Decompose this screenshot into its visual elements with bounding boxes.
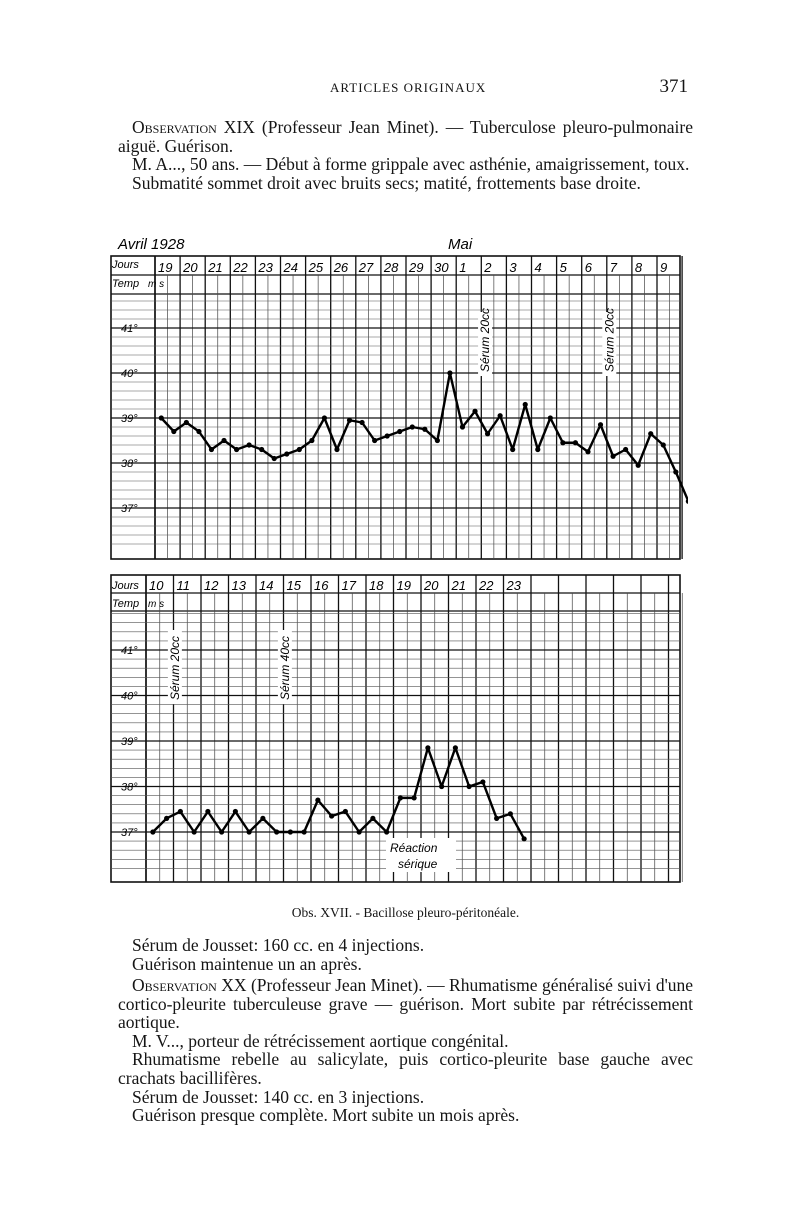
c1-temp-point	[297, 447, 302, 452]
c1-temp-point	[284, 451, 289, 456]
c1-frame	[111, 256, 680, 559]
page-header	[118, 76, 688, 100]
c1-day-label: 7	[609, 260, 618, 275]
c1-day-label: 30	[434, 260, 449, 275]
c1-temp-point	[535, 447, 540, 452]
c1-y-label: 41°	[121, 323, 138, 335]
chart1-temp-label: Temp	[112, 278, 140, 290]
c1-day-label: 21	[208, 260, 223, 275]
c1-temp-point	[447, 370, 452, 375]
chart2-reaction-label-2: sérique	[398, 857, 438, 871]
c2-temp-point	[453, 745, 458, 750]
c2-day-label: 11	[176, 578, 190, 593]
c2-temp-point	[494, 816, 499, 821]
c1-temp-point	[435, 438, 440, 443]
chart1-y-labels	[121, 323, 138, 515]
chart2-ms-label: m s	[148, 599, 165, 610]
c1-temp-point	[560, 440, 565, 445]
observation-19-line3: Submatité sommet droit avec bruits secs; matité, frottements base droite.	[132, 172, 641, 193]
c1-temp-point	[385, 433, 390, 438]
c1-day-label: 22	[233, 260, 248, 275]
chart1-month-mai: Mai	[448, 236, 473, 253]
c2-temp-point	[247, 829, 252, 834]
observation-20-line3: Rhumatisme rebelle au salicylate, puis cortico-pleurite base gauche avec crachats bacillifères.	[118, 1049, 693, 1088]
c1-temp-point	[159, 415, 164, 420]
c1-day-label: 1	[459, 260, 467, 275]
c2-y-label: 39°	[121, 736, 138, 748]
c1-temp-point	[598, 422, 603, 427]
chart2-y-labels	[121, 645, 138, 839]
c2-day-label: 19	[396, 578, 411, 593]
c2-temp-point	[260, 816, 265, 821]
c2-temp-point	[233, 809, 238, 814]
observation-20-line4: Sérum de Jousset: 140 cc. en 3 injections.	[132, 1086, 425, 1107]
c2-temp-point	[425, 745, 430, 750]
c1-temp-point	[422, 427, 427, 432]
c2-temp-point	[480, 779, 485, 784]
c1-day-label: 4	[534, 260, 542, 275]
c1-temp-point	[523, 402, 528, 407]
c1-day-label: 23	[258, 260, 273, 275]
temperature-chart-2	[108, 570, 688, 888]
c1-temp-point	[460, 424, 465, 429]
observation-20-rest: (Professeur Jean Minet). — Rhumatisme généralisé suivi d'une cortico-pleurite tuberculeuse grave — guérison. Mort subite par rétrécissement aortique.	[118, 975, 694, 1033]
chart2-serum-label-2: Sérum 40cc	[277, 635, 292, 700]
c2-temp-point	[164, 816, 169, 821]
c1-temp-point	[347, 418, 352, 423]
c1-temp-point	[510, 447, 515, 452]
chart2-day-labels	[149, 578, 522, 593]
chart1-jours-label: Jours	[112, 259, 139, 271]
c1-temp-point	[184, 420, 189, 425]
c1-temp-point	[661, 442, 666, 447]
c1-temp-point	[334, 447, 339, 452]
c1-temp-point	[485, 431, 490, 436]
c2-y-label: 41°	[121, 645, 138, 657]
c1-temp-point	[209, 447, 214, 452]
chart-caption: Obs. XVII. - Bacillose pleuro-péritonéale.	[291, 905, 520, 920]
c2-day-label: 16	[314, 578, 329, 593]
c1-day-label: 20	[183, 260, 198, 275]
c2-temp-point	[329, 813, 334, 818]
observation-19-lead: Observation XIX	[132, 117, 255, 137]
c1-day-label: 27	[358, 260, 374, 275]
c1-temp-point	[673, 469, 678, 474]
c1-temp-point	[472, 409, 477, 414]
chart2-reaction-label-1: Réaction	[390, 841, 438, 855]
c2-temp-point	[357, 829, 362, 834]
chart1-serum-label-1: Sérum 20cc	[478, 307, 493, 372]
c1-temp-point	[234, 447, 239, 452]
chart1-grid	[111, 256, 682, 559]
chart2-serum-label-1: Sérum 20cc	[167, 635, 182, 700]
c2-y-label: 38°	[121, 781, 138, 794]
c2-day-label: 22	[479, 578, 494, 593]
temperature-chart-2-svg	[108, 570, 688, 888]
observation-20-line5: Guérison presque complète. Mort subite un mois après.	[132, 1105, 520, 1126]
serum-paragraph	[118, 936, 693, 973]
serum-line1: Sérum de Jousset: 160 cc. en 4 injections.	[132, 935, 425, 955]
c1-temp-point	[196, 429, 201, 434]
c1-day-label: 24	[283, 260, 298, 275]
c1-temp-path	[161, 373, 688, 501]
observation-19-rest: (Professeur Jean Minet). — Tuberculose pleuro-pulmonaire aiguë. Guérison.	[118, 117, 693, 156]
c1-day-label: 3	[509, 260, 517, 275]
observation-19	[118, 118, 693, 192]
c2-temp-point	[315, 798, 320, 803]
c1-temp-point	[623, 447, 628, 452]
c1-day-label: 2	[484, 260, 492, 275]
c2-day-label: 14	[259, 578, 274, 593]
c1-temp-point	[372, 438, 377, 443]
c2-day-label: 20	[424, 578, 439, 593]
observation-20-lead: Observation XX	[132, 975, 247, 995]
c1-day-label: 19	[158, 260, 173, 275]
c2-temp-point	[412, 795, 417, 800]
chart1-ms-label: m s	[148, 279, 165, 290]
c2-day-label: 13	[231, 578, 246, 593]
c2-temp-point	[205, 809, 210, 814]
c2-temp-point	[398, 795, 403, 800]
c1-y-label: 40°	[121, 368, 138, 380]
c1-temp-point	[309, 438, 314, 443]
c1-temp-point	[221, 438, 226, 443]
c2-day-label: 18	[369, 578, 384, 593]
c1-temp-point	[272, 456, 277, 461]
c1-day-label: 6	[584, 260, 592, 275]
temperature-chart-1-svg	[108, 236, 688, 566]
c1-temp-point	[498, 413, 503, 418]
observation-19-title	[118, 118, 693, 155]
c2-temp-point	[219, 829, 224, 834]
chart1-month-april: Avril 1928	[118, 236, 185, 253]
observation-19-line2: M. A..., 50 ans. — Début à forme grippale avec asthénie, amaigrissement, toux.	[132, 154, 690, 175]
c1-y-label: 39°	[121, 413, 138, 425]
c1-temp-point	[573, 440, 578, 445]
chart2-jours-label: Jours	[112, 580, 139, 592]
chart1-day-labels	[158, 260, 667, 275]
c1-day-label: 25	[308, 260, 324, 275]
c1-temp-point	[636, 463, 641, 468]
c1-day-label: 5	[559, 260, 567, 275]
c1-temp-point	[322, 415, 327, 420]
c2-temp-point	[384, 829, 389, 834]
c1-temp-point	[171, 429, 176, 434]
c1-day-label: 26	[333, 260, 349, 275]
c2-temp-point	[274, 829, 279, 834]
c2-temp-point	[508, 811, 513, 816]
observation-20-title	[118, 976, 693, 1032]
c2-temp-point	[439, 784, 444, 789]
observation-20	[118, 976, 693, 1125]
c2-y-label: 40°	[121, 690, 138, 703]
c1-day-label: 29	[409, 260, 424, 275]
c2-day-label: 21	[451, 578, 466, 593]
c2-temp-point	[150, 829, 155, 834]
c1-temp-point	[397, 429, 402, 434]
c2-temp-point	[288, 829, 293, 834]
temperature-chart-1	[108, 236, 688, 566]
c2-y-label: 37°	[121, 827, 138, 839]
c1-day-label: 28	[383, 260, 399, 275]
page-number: 371	[659, 76, 688, 97]
c1-temp-point	[648, 431, 653, 436]
c2-day-label: 12	[204, 578, 219, 593]
c2-day-label: 10	[149, 578, 164, 593]
c2-temp-point	[302, 829, 307, 834]
c1-y-label: 37°	[121, 503, 138, 515]
running-title: ARTICLES ORIGINAUX	[330, 80, 487, 95]
c2-day-label: 17	[341, 578, 356, 593]
chart2-temp-label: Temp	[112, 598, 140, 610]
c1-temp-point	[548, 415, 553, 420]
c1-temp-point	[247, 442, 252, 447]
c1-temp-point	[410, 424, 415, 429]
c2-frame	[111, 575, 680, 882]
c2-temp-point	[178, 809, 183, 814]
c1-temp-point	[585, 449, 590, 454]
observation-20-line2: M. V..., porteur de rétrécissement aortique congénital.	[132, 1030, 509, 1051]
c2-temp-point	[467, 784, 472, 789]
c1-day-label: 9	[660, 260, 668, 275]
chart1-temperature-series	[159, 370, 688, 503]
c2-temp-point	[343, 809, 348, 814]
c2-temp-point	[370, 816, 375, 821]
c2-day-label: 15	[286, 578, 301, 593]
c1-temp-point	[259, 447, 264, 452]
c2-day-label: 23	[506, 578, 521, 593]
c1-temp-point	[686, 499, 688, 504]
c2-temp-point	[192, 829, 197, 834]
c2-temp-point	[522, 836, 527, 841]
c1-temp-point	[359, 420, 364, 425]
serum-line2: Guérison maintenue un an après.	[132, 953, 362, 974]
c1-y-label: 38°	[121, 458, 138, 470]
chart2-grid	[111, 575, 688, 882]
chart1-serum-label-2: Sérum 20cc	[602, 307, 617, 372]
c1-day-label: 8	[634, 260, 643, 275]
c1-temp-point	[610, 454, 615, 459]
